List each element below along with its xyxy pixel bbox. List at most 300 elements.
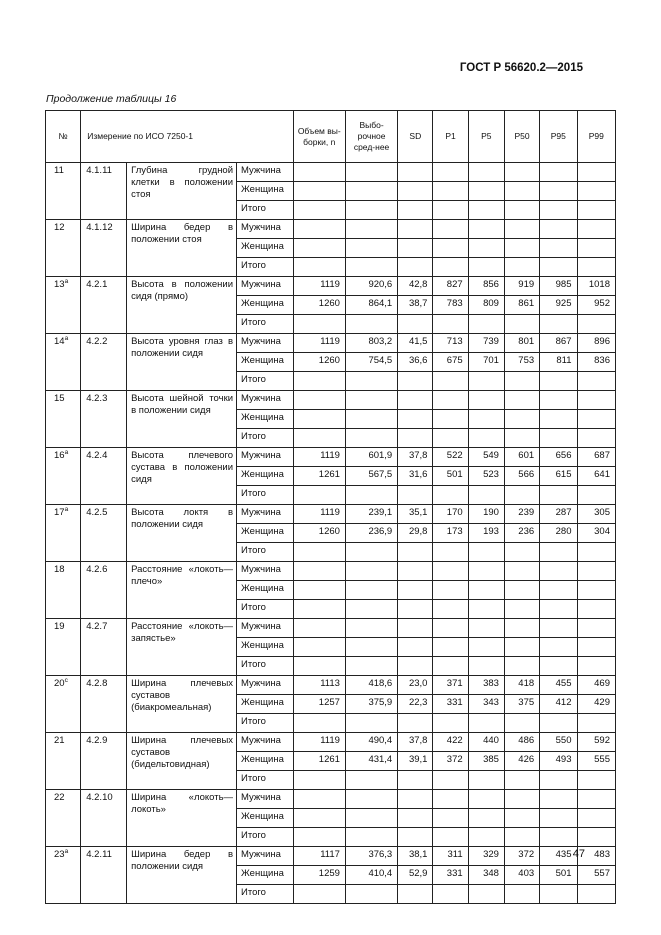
- footnote-mark: a: [64, 847, 69, 855]
- footnote-mark: a: [64, 277, 69, 285]
- value-cell: 1119: [293, 448, 345, 467]
- value-cell: [540, 372, 577, 391]
- value-cell: 431,4: [345, 752, 397, 771]
- value-cell: 371: [433, 676, 468, 695]
- group-label: Женщина: [237, 410, 294, 429]
- iso-code: 4.2.5: [81, 505, 127, 562]
- value-cell: 1117: [293, 847, 345, 866]
- value-cell: 483: [577, 847, 616, 866]
- value-cell: [433, 828, 468, 847]
- value-cell: [345, 790, 397, 809]
- value-cell: 329: [468, 847, 504, 866]
- value-cell: [398, 638, 433, 657]
- group-label: Женщина: [237, 296, 294, 315]
- value-cell: 280: [540, 524, 577, 543]
- group-label: Женщина: [237, 695, 294, 714]
- group-label: Женщина: [237, 467, 294, 486]
- group-label: Итого: [237, 486, 294, 505]
- value-cell: [345, 543, 397, 562]
- value-cell: 429: [577, 695, 616, 714]
- value-cell: [504, 201, 539, 220]
- group-label: Мужчина: [237, 676, 294, 695]
- value-cell: 455: [540, 676, 577, 695]
- value-cell: 827: [433, 277, 468, 296]
- value-cell: [540, 239, 577, 258]
- table-row: [46, 619, 616, 638]
- value-cell: 811: [540, 353, 577, 372]
- value-cell: [293, 771, 345, 790]
- value-cell: 311: [433, 847, 468, 866]
- group-label: Итого: [237, 885, 294, 904]
- value-cell: 739: [468, 334, 504, 353]
- row-number: [46, 391, 81, 448]
- row-number-value: 20: [54, 678, 65, 689]
- value-cell: 435: [540, 847, 577, 866]
- group-label: Мужчина: [237, 220, 294, 239]
- group-label: Мужчина: [237, 391, 294, 410]
- value-cell: 412: [540, 695, 577, 714]
- value-cell: [293, 258, 345, 277]
- value-cell: [433, 771, 468, 790]
- value-cell: [293, 163, 345, 182]
- value-cell: [504, 315, 539, 334]
- value-cell: 331: [433, 695, 468, 714]
- value-cell: [433, 182, 468, 201]
- value-cell: [504, 258, 539, 277]
- value-cell: [540, 220, 577, 239]
- value-cell: 1260: [293, 296, 345, 315]
- value-cell: 985: [540, 277, 577, 296]
- value-cell: [293, 638, 345, 657]
- value-cell: [468, 391, 504, 410]
- value-cell: [577, 372, 616, 391]
- group-label: Итого: [237, 771, 294, 790]
- value-cell: [398, 809, 433, 828]
- value-cell: [293, 315, 345, 334]
- row-number-value: 16: [54, 450, 65, 461]
- value-cell: [293, 828, 345, 847]
- iso-code: 4.2.3: [81, 391, 127, 448]
- value-cell: [433, 657, 468, 676]
- value-cell: [540, 714, 577, 733]
- value-cell: 803,2: [345, 334, 397, 353]
- group-label: Мужчина: [237, 790, 294, 809]
- value-cell: 856: [468, 277, 504, 296]
- value-cell: [468, 429, 504, 448]
- anthropometry-table: [45, 110, 616, 904]
- value-cell: [577, 600, 616, 619]
- value-cell: [293, 391, 345, 410]
- value-cell: [577, 182, 616, 201]
- value-cell: 173: [433, 524, 468, 543]
- value-cell: [345, 828, 397, 847]
- value-cell: [345, 486, 397, 505]
- row-number: [46, 448, 81, 505]
- value-cell: [577, 163, 616, 182]
- value-cell: [468, 182, 504, 201]
- value-cell: [398, 828, 433, 847]
- value-cell: [398, 201, 433, 220]
- row-number: [46, 334, 81, 391]
- value-cell: 615: [540, 467, 577, 486]
- value-cell: 372: [433, 752, 468, 771]
- value-cell: [433, 391, 468, 410]
- group-label: Итого: [237, 201, 294, 220]
- group-label: Женщина: [237, 353, 294, 372]
- group-label: Мужчина: [237, 448, 294, 467]
- measure-name: Расстояние «локоть—плечо»: [127, 562, 237, 619]
- table-row: [46, 277, 616, 296]
- measure-name: Ширина бедер в положении стоя: [127, 220, 237, 277]
- group-label: Мужчина: [237, 505, 294, 524]
- measure-name: Высота шейной точки в положении сидя: [127, 391, 237, 448]
- row-number-value: 22: [54, 792, 65, 803]
- value-cell: 36,6: [398, 353, 433, 372]
- value-cell: [345, 220, 397, 239]
- value-cell: 383: [468, 676, 504, 695]
- value-cell: [504, 619, 539, 638]
- group-label: Итого: [237, 315, 294, 334]
- measure-name: Ширина бедер в положении сидя: [127, 847, 237, 904]
- value-cell: [345, 714, 397, 733]
- group-label: Итого: [237, 543, 294, 562]
- value-cell: [504, 657, 539, 676]
- measure-name: Ширина плечевых суставов (биакромеальная): [127, 676, 237, 733]
- value-cell: [540, 828, 577, 847]
- value-cell: [433, 885, 468, 904]
- value-cell: [398, 182, 433, 201]
- value-cell: [504, 163, 539, 182]
- value-cell: 410,4: [345, 866, 397, 885]
- value-cell: [293, 429, 345, 448]
- value-cell: [398, 239, 433, 258]
- value-cell: 41,5: [398, 334, 433, 353]
- value-cell: [468, 657, 504, 676]
- value-cell: [345, 429, 397, 448]
- value-cell: 38,1: [398, 847, 433, 866]
- value-cell: [345, 657, 397, 676]
- value-cell: 701: [468, 353, 504, 372]
- footnote-mark: a: [64, 448, 69, 456]
- value-cell: 305: [577, 505, 616, 524]
- value-cell: [293, 790, 345, 809]
- value-cell: 801: [504, 334, 539, 353]
- value-cell: 1260: [293, 353, 345, 372]
- value-cell: [398, 790, 433, 809]
- value-cell: 1260: [293, 524, 345, 543]
- value-cell: 925: [540, 296, 577, 315]
- table-row: [46, 790, 616, 809]
- group-label: Женщина: [237, 809, 294, 828]
- value-cell: 557: [577, 866, 616, 885]
- value-cell: [504, 562, 539, 581]
- value-cell: [345, 581, 397, 600]
- value-cell: [345, 163, 397, 182]
- value-cell: [293, 486, 345, 505]
- value-cell: [345, 201, 397, 220]
- value-cell: [345, 562, 397, 581]
- value-cell: 287: [540, 505, 577, 524]
- table-row: [46, 163, 616, 182]
- value-cell: [398, 714, 433, 733]
- value-cell: [398, 486, 433, 505]
- value-cell: 193: [468, 524, 504, 543]
- value-cell: [468, 771, 504, 790]
- measure-name: Высота уровня глаз в положении сидя: [127, 334, 237, 391]
- value-cell: [433, 714, 468, 733]
- value-cell: [293, 220, 345, 239]
- value-cell: 567,5: [345, 467, 397, 486]
- row-number-value: 14: [54, 336, 65, 347]
- value-cell: 37,8: [398, 448, 433, 467]
- value-cell: [345, 391, 397, 410]
- value-cell: [293, 562, 345, 581]
- table-row: [46, 733, 616, 752]
- table-row: [46, 220, 616, 239]
- value-cell: [345, 410, 397, 429]
- value-cell: [293, 372, 345, 391]
- value-cell: 490,4: [345, 733, 397, 752]
- value-cell: 1119: [293, 733, 345, 752]
- measure-name: Расстояние «локоть— запястье»: [127, 619, 237, 676]
- value-cell: 896: [577, 334, 616, 353]
- value-cell: 418: [504, 676, 539, 695]
- value-cell: [540, 657, 577, 676]
- value-cell: [468, 239, 504, 258]
- value-cell: [398, 657, 433, 676]
- value-cell: [398, 315, 433, 334]
- value-cell: [398, 619, 433, 638]
- col-header-no: №: [46, 111, 81, 163]
- value-cell: [577, 562, 616, 581]
- value-cell: 239,1: [345, 505, 397, 524]
- row-number-value: 21: [54, 735, 65, 746]
- value-cell: 919: [504, 277, 539, 296]
- value-cell: [577, 714, 616, 733]
- row-number-value: 11: [54, 165, 64, 176]
- value-cell: [293, 714, 345, 733]
- value-cell: 403: [504, 866, 539, 885]
- value-cell: [577, 828, 616, 847]
- value-cell: [293, 239, 345, 258]
- row-number-value: 19: [54, 621, 65, 632]
- value-cell: [293, 600, 345, 619]
- iso-code: 4.1.12: [81, 220, 127, 277]
- page-number: 47: [572, 848, 585, 860]
- group-label: Женщина: [237, 239, 294, 258]
- value-cell: [433, 410, 468, 429]
- value-cell: 920,6: [345, 277, 397, 296]
- value-cell: [468, 790, 504, 809]
- value-cell: 501: [540, 866, 577, 885]
- value-cell: [504, 714, 539, 733]
- value-cell: 1259: [293, 866, 345, 885]
- value-cell: [540, 163, 577, 182]
- value-cell: [577, 486, 616, 505]
- value-cell: [433, 201, 468, 220]
- row-number: [46, 790, 81, 847]
- value-cell: [293, 410, 345, 429]
- col-header-sample: Объем вы-борки, n: [293, 111, 345, 163]
- value-cell: [398, 429, 433, 448]
- value-cell: 675: [433, 353, 468, 372]
- value-cell: [468, 486, 504, 505]
- value-cell: 555: [577, 752, 616, 771]
- value-cell: [398, 220, 433, 239]
- value-cell: 501: [433, 467, 468, 486]
- value-cell: [577, 258, 616, 277]
- value-cell: [468, 220, 504, 239]
- value-cell: [540, 391, 577, 410]
- table-row: [46, 334, 616, 353]
- value-cell: 426: [504, 752, 539, 771]
- value-cell: [540, 638, 577, 657]
- value-cell: [398, 258, 433, 277]
- value-cell: [433, 543, 468, 562]
- row-number: [46, 163, 81, 220]
- value-cell: [293, 619, 345, 638]
- value-cell: [398, 581, 433, 600]
- row-number: [46, 562, 81, 619]
- row-number-value: 13: [54, 279, 65, 290]
- value-cell: [577, 790, 616, 809]
- value-cell: 375,9: [345, 695, 397, 714]
- value-cell: 592: [577, 733, 616, 752]
- value-cell: [504, 391, 539, 410]
- value-cell: 566: [504, 467, 539, 486]
- value-cell: [398, 391, 433, 410]
- col-header-p50: P50: [504, 111, 539, 163]
- value-cell: [540, 182, 577, 201]
- measure-name: Глубина грудной клетки в положении стоя: [127, 163, 237, 220]
- value-cell: 376,3: [345, 847, 397, 866]
- group-label: Итого: [237, 828, 294, 847]
- value-cell: 687: [577, 448, 616, 467]
- measure-name: Ширина плечевых суставов (бидельтовидная): [127, 733, 237, 790]
- value-cell: 375: [504, 695, 539, 714]
- row-number-value: 15: [54, 393, 65, 404]
- value-cell: [433, 562, 468, 581]
- value-cell: [345, 372, 397, 391]
- iso-code: 4.1.11: [81, 163, 127, 220]
- value-cell: [398, 543, 433, 562]
- row-number: [46, 505, 81, 562]
- value-cell: [398, 410, 433, 429]
- value-cell: [577, 581, 616, 600]
- value-cell: 1261: [293, 752, 345, 771]
- value-cell: [468, 714, 504, 733]
- value-cell: [504, 543, 539, 562]
- col-header-measure: Измерение по ИСО 7250-1: [81, 111, 293, 163]
- col-header-p5: P5: [468, 111, 504, 163]
- value-cell: [504, 486, 539, 505]
- value-cell: 523: [468, 467, 504, 486]
- value-cell: [345, 809, 397, 828]
- value-cell: [577, 619, 616, 638]
- group-label: Мужчина: [237, 733, 294, 752]
- group-label: Итого: [237, 372, 294, 391]
- value-cell: 486: [504, 733, 539, 752]
- group-label: Женщина: [237, 752, 294, 771]
- value-cell: 35,1: [398, 505, 433, 524]
- value-cell: 38,7: [398, 296, 433, 315]
- value-cell: [293, 581, 345, 600]
- value-cell: [398, 885, 433, 904]
- footnote-mark: a: [64, 334, 69, 342]
- value-cell: 656: [540, 448, 577, 467]
- iso-code: 4.2.6: [81, 562, 127, 619]
- row-number: [46, 733, 81, 790]
- group-label: Женщина: [237, 866, 294, 885]
- value-cell: [468, 828, 504, 847]
- row-number: [46, 676, 81, 733]
- value-cell: 864,1: [345, 296, 397, 315]
- group-label: Женщина: [237, 182, 294, 201]
- row-number: [46, 277, 81, 334]
- value-cell: [433, 163, 468, 182]
- value-cell: [345, 600, 397, 619]
- value-cell: 22,3: [398, 695, 433, 714]
- value-cell: [577, 410, 616, 429]
- value-cell: 601: [504, 448, 539, 467]
- value-cell: [504, 828, 539, 847]
- row-number-value: 17: [54, 507, 65, 518]
- value-cell: [577, 239, 616, 258]
- value-cell: [540, 581, 577, 600]
- value-cell: 1018: [577, 277, 616, 296]
- group-label: Итого: [237, 600, 294, 619]
- value-cell: [577, 809, 616, 828]
- value-cell: [293, 201, 345, 220]
- col-header-p99: P99: [577, 111, 616, 163]
- iso-code: 4.2.7: [81, 619, 127, 676]
- table-body: [46, 163, 616, 904]
- row-number-value: 12: [54, 222, 65, 233]
- value-cell: [433, 638, 468, 657]
- row-number: [46, 220, 81, 277]
- value-cell: [293, 809, 345, 828]
- value-cell: [577, 315, 616, 334]
- value-cell: [468, 600, 504, 619]
- value-cell: [398, 372, 433, 391]
- value-cell: [468, 885, 504, 904]
- col-header-mean: Выбо-рочное сред-нее: [345, 111, 397, 163]
- measure-name: Высота плечевого сустава в положении сидя: [127, 448, 237, 505]
- value-cell: 418,6: [345, 676, 397, 695]
- value-cell: [468, 638, 504, 657]
- value-cell: 348: [468, 866, 504, 885]
- value-cell: 469: [577, 676, 616, 695]
- value-cell: [577, 429, 616, 448]
- value-cell: 42,8: [398, 277, 433, 296]
- value-cell: [577, 391, 616, 410]
- value-cell: 641: [577, 467, 616, 486]
- value-cell: [345, 315, 397, 334]
- group-label: Итого: [237, 657, 294, 676]
- iso-code: 4.2.8: [81, 676, 127, 733]
- value-cell: 809: [468, 296, 504, 315]
- value-cell: [433, 790, 468, 809]
- value-cell: 867: [540, 334, 577, 353]
- group-label: Мужчина: [237, 163, 294, 182]
- group-label: Мужчина: [237, 847, 294, 866]
- col-header-p1: P1: [433, 111, 468, 163]
- row-number-value: 23: [54, 849, 65, 860]
- table-row: [46, 676, 616, 695]
- value-cell: [345, 182, 397, 201]
- document-code: ГОСТ Р 56620.2—2015: [459, 62, 583, 74]
- value-cell: [577, 885, 616, 904]
